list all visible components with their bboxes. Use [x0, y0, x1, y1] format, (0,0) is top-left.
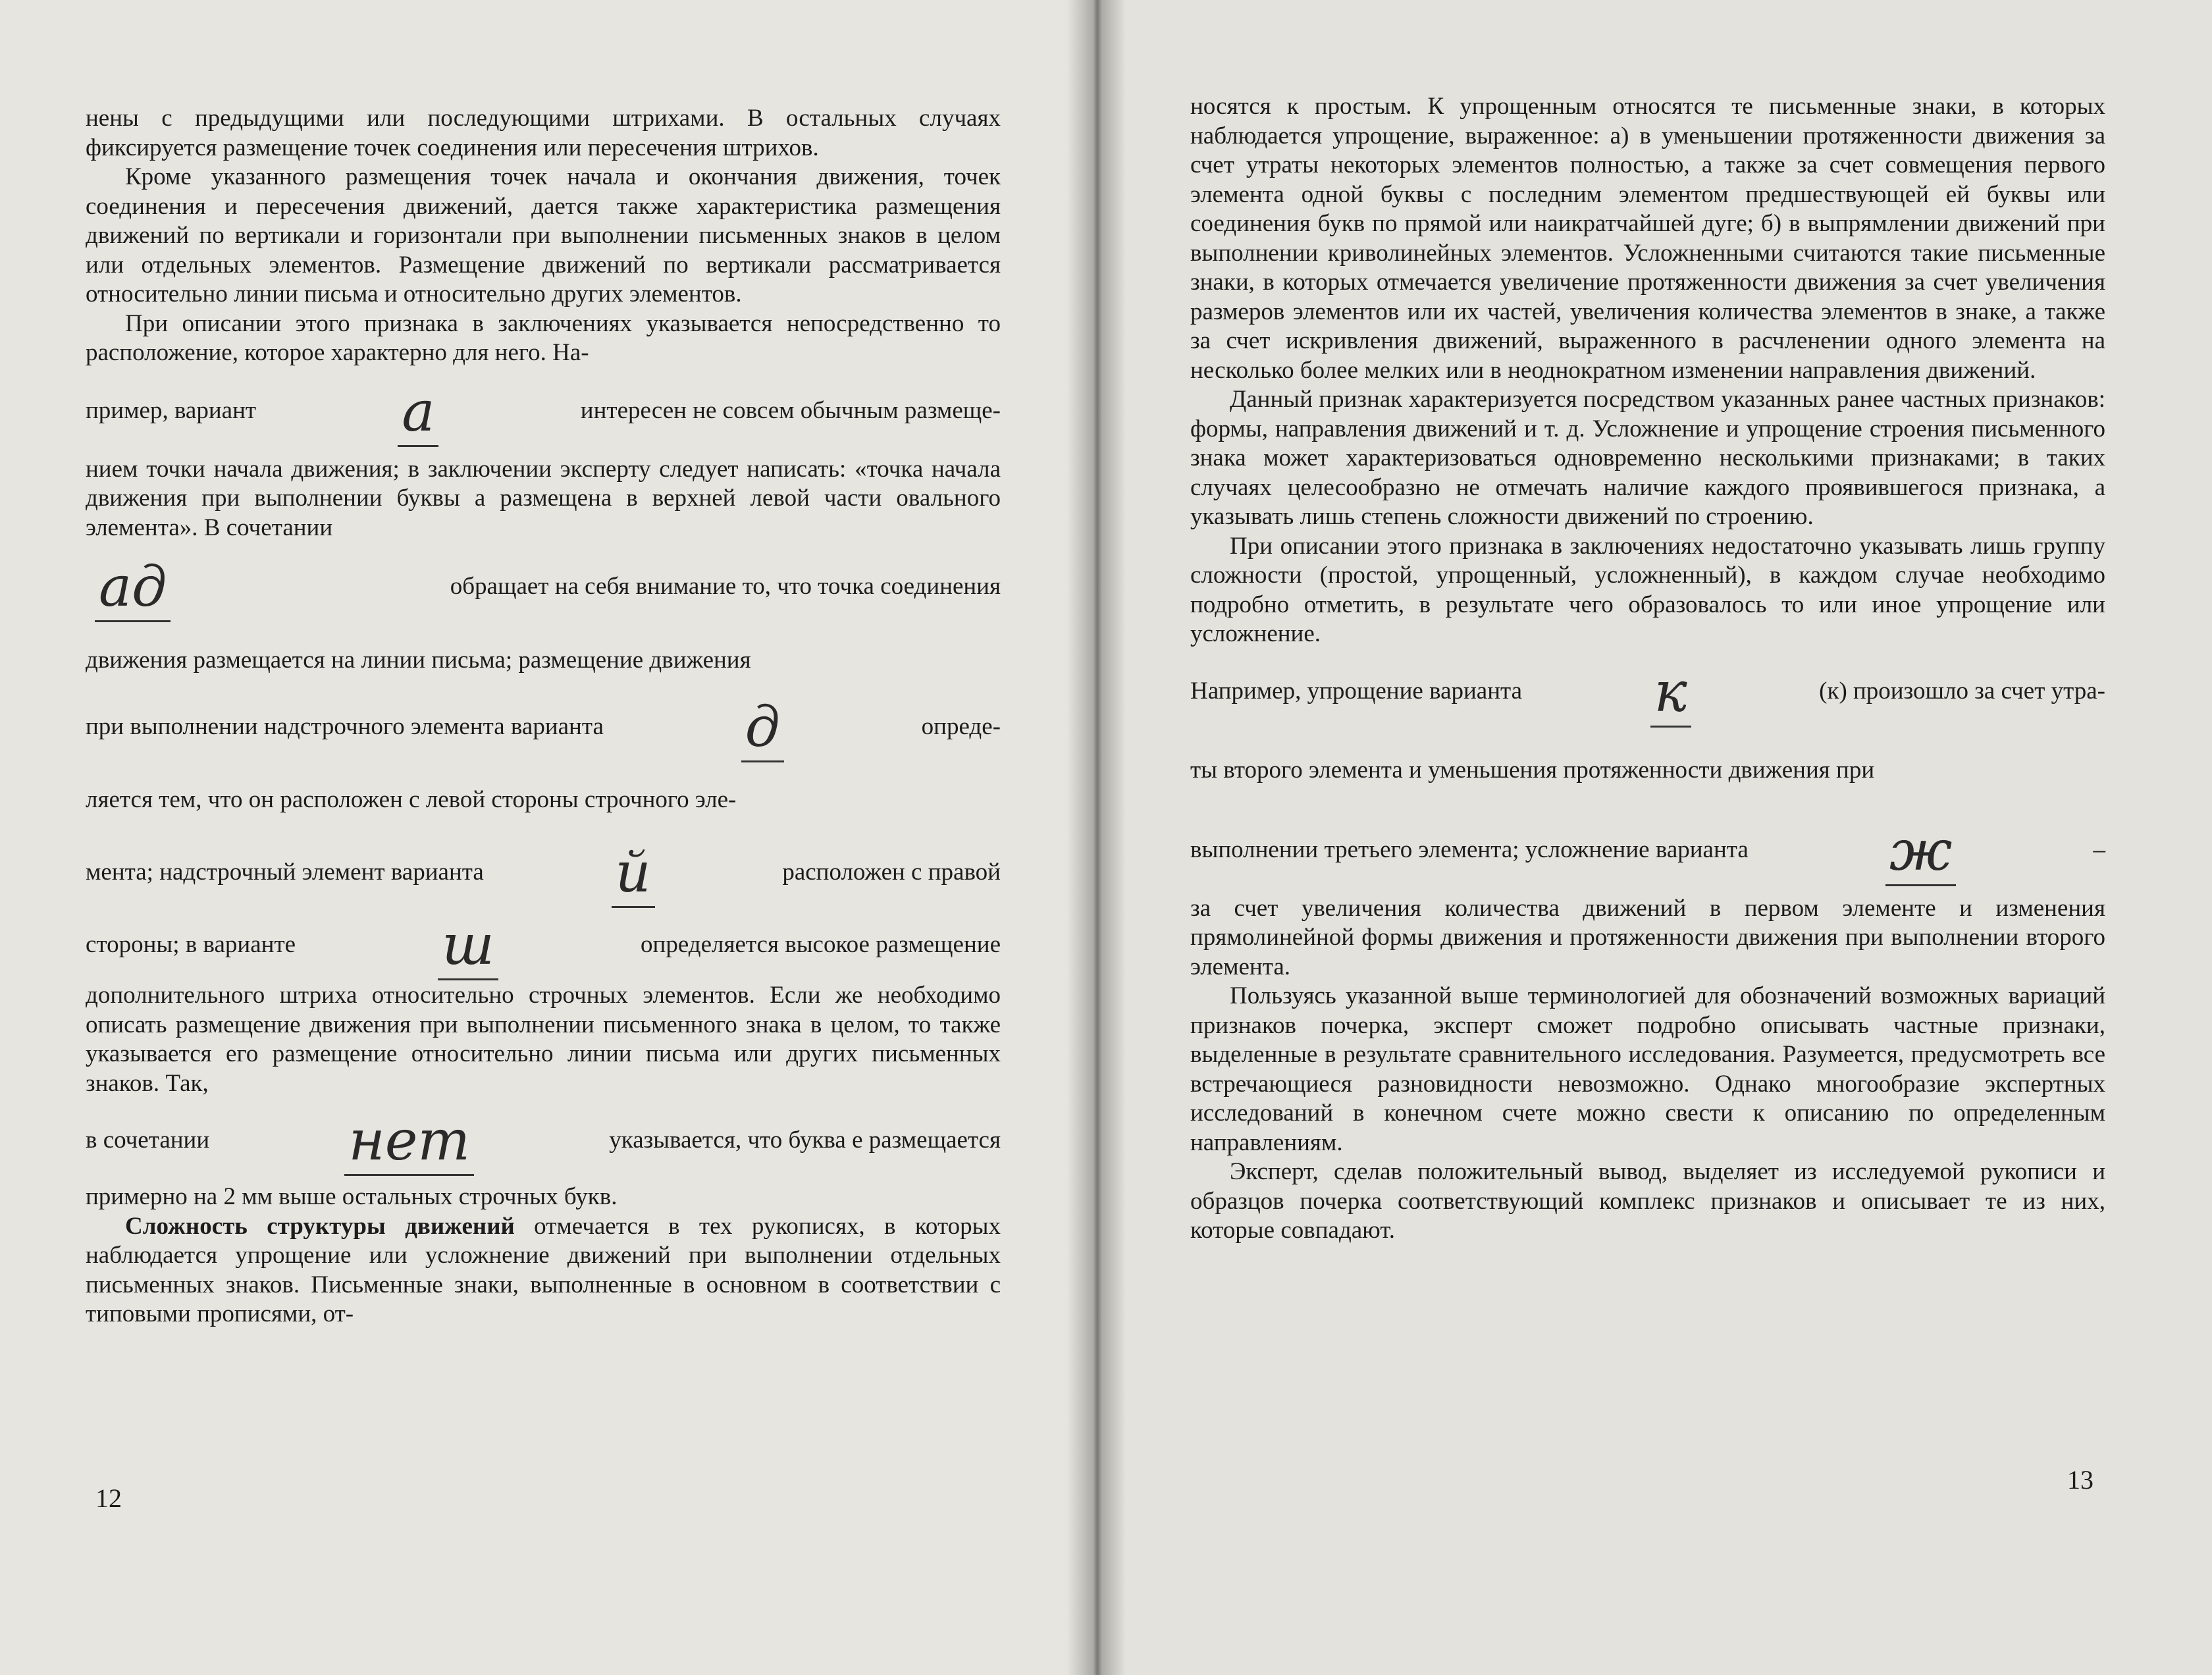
text-fragment: при выполнении надстрочного элемента варианта [86, 712, 604, 740]
left-page-text [86, 104, 1001, 1329]
example-row [86, 368, 1001, 455]
text-fragment: в сочетании [86, 1126, 210, 1154]
example-row [86, 836, 1001, 909]
handwriting-sample: й [615, 840, 651, 905]
text-fragment: обращает на себя внимание то, что точка соединения [450, 572, 1001, 600]
page-number: 12 [95, 1483, 122, 1513]
text-fragment: опреде- [921, 712, 1001, 740]
text-fragment: пример, вариант [86, 397, 257, 425]
text-fragment: мента; надстрочный элемент варианта [86, 858, 484, 886]
paragraph: нены с предыдущими или последующими штрихами. В остальных случаях фиксируется размещение точек соединения или пересечения штрихов. [86, 105, 1001, 161]
paragraph: Пользуясь указанной выше терминологией для обозначений возможных вариаций признаков почерка, эксперт сможет подробно описывать частные признаки, выделенные в результате сравнительного исследования. Разумеется, предусмотреть все встречающиеся разновидности невозможно. Однако многообразие экспертных исследований в конечном счете можно свести к описанию по определенным направлениям. [1190, 982, 2105, 1156]
text-fragment: выполнении третьего элемента; усложнение варианта [1190, 836, 1749, 864]
handwriting-sample: нет [348, 1108, 471, 1173]
handwriting-sample: ш [442, 913, 494, 977]
handwriting-sample: a [402, 379, 435, 444]
paragraph [86, 1212, 1001, 1329]
example-row [86, 543, 1001, 631]
paragraph: нием точки начала движения; в заключении эксперту следует написать: «точка начала движения при выполнении буквы а размещена в верхней левой части овального элемента». В сочетании [86, 455, 1001, 541]
text-fragment: определяется высокое размещение [641, 930, 1001, 958]
left-page [0, 0, 1086, 1675]
example-row [1190, 649, 2105, 735]
paragraph: При описании этого признака в заключениях недостаточно указывать лишь группу сложности (простой, упрощенный, усложненный), в каждом случае необходимо подробно отметить, в результате чего образовалось то или иное упрощение или усложнение. [1190, 532, 2105, 647]
example-row [86, 1098, 1001, 1183]
example-row [86, 690, 1001, 764]
right-page [1086, 0, 2212, 1675]
book-gutter [1066, 0, 1126, 1675]
text-fragment: расположен с правой [782, 858, 1001, 886]
page-number: 13 [2067, 1465, 2094, 1495]
paragraph: носятся к простым. К упрощенным относятся те письменные знаки, в которых наблюдается упрощение, выраженное: а) в уменьшении протяженности движения за счет утраты некоторых элементов полностью, а также за счет совмещения первого элемента одной буквы с последним элементом предшествующей ей буквы или соединения букв по прямой или наикратчайшей дуге; б) в выпрямлении движений при выполнении криволинейных элементов. Усложненными считаются такие письменные знаки, в которых отмечается увеличение протяженности движения за счет увеличения размеров элементов или их частей, увеличения количества элементов в знаке, а также за счет искривления движений, выраженного в расчленении одного элемента на несколько более мелких или в неоднократном изменении направления движений. [1190, 93, 2105, 384]
text-fragment: ты второго элемента и уменьшения протяженности движения при [1190, 757, 1875, 784]
paragraph: При описании этого признака в заключениях указывается непосредственно то расположение, которое характерно для него. На- [86, 309, 1001, 366]
handwriting-sample: к [1654, 659, 1687, 724]
paragraph: примерно на 2 мм выше остальных строчных букв. [86, 1183, 618, 1210]
text-fragment: отмечается в тех рукописях, в которых наблюдается упрощение или усложнение движений при выполнении отдельных письменных знаков. Письменные знаки, выполненные в основном в соответствии с типовыми прописями, от- [86, 1212, 1001, 1327]
text-line [86, 764, 1001, 836]
handwriting-sample: ад [99, 554, 167, 619]
paragraph: дополнительного штриха относительно строчных элементов. Если же необходимо описать размещение движения при выполнении письменного знака в целом, то также указывается его размещение относительно линии письма или других письменных знаков. Так, [86, 982, 1001, 1097]
example-row [1190, 807, 2105, 894]
text-fragment: – [2093, 836, 2105, 864]
paragraph: Данный признак характеризуется посредством указанных ранее частных признаков: формы, направления движений и т. д. Усложнение и упрощение строения письменного знака может характеризоваться одновременно несколькими признаками; в таких случаях целесообразно не отмечать наличие каждого проявившегося признака, а указывать лишь степень сложности движений по строению. [1190, 386, 2105, 530]
text-fragment: (к) произошло за счет утра- [1819, 678, 2105, 705]
text-fragment: стороны; в варианте [86, 930, 296, 958]
paragraph: Кроме указанного размещения точек начала и окончания движения, точек соединения и пересечения движений, дается также характеристика размещения движений по вертикали и горизонтали при выполнении письменных знаков в целом или отдельных элементов. Размещение движений по вертикали рассматривается относительно линии письма и относительно других элементов. [86, 163, 1001, 307]
text-fragment: движения размещается на линии письма; размещение движения [86, 646, 751, 674]
right-page-text [1190, 92, 2105, 1246]
text-line [86, 631, 1001, 690]
paragraph: за счет увеличения количества движений в первом элементе и изменения прямолинейной формы движения и протяженности движения при выполнении второго элемента. [1190, 894, 2105, 980]
text-fragment: ляется тем, что он расположен с левой стороны строчного эле- [86, 785, 737, 813]
paragraph: Эксперт, сделав положительный вывод, выделяет из исследуемой рукописи и образцов почерка соответствующий комплекс признаков и описывает те из них, которые совпадают. [1190, 1158, 2105, 1244]
text-fragment: интересен не совсем обычным размеще- [580, 397, 1001, 425]
bold-term: Сложность структуры движений [125, 1212, 515, 1240]
handwriting-sample: ж [1889, 818, 1953, 883]
example-row [86, 909, 1001, 981]
text-fragment: указывается, что буква е размещается [609, 1126, 1001, 1154]
text-fragment: Например, упрощение варианта [1190, 678, 1523, 705]
handwriting-sample: д [745, 695, 780, 759]
text-line [1190, 735, 2105, 807]
